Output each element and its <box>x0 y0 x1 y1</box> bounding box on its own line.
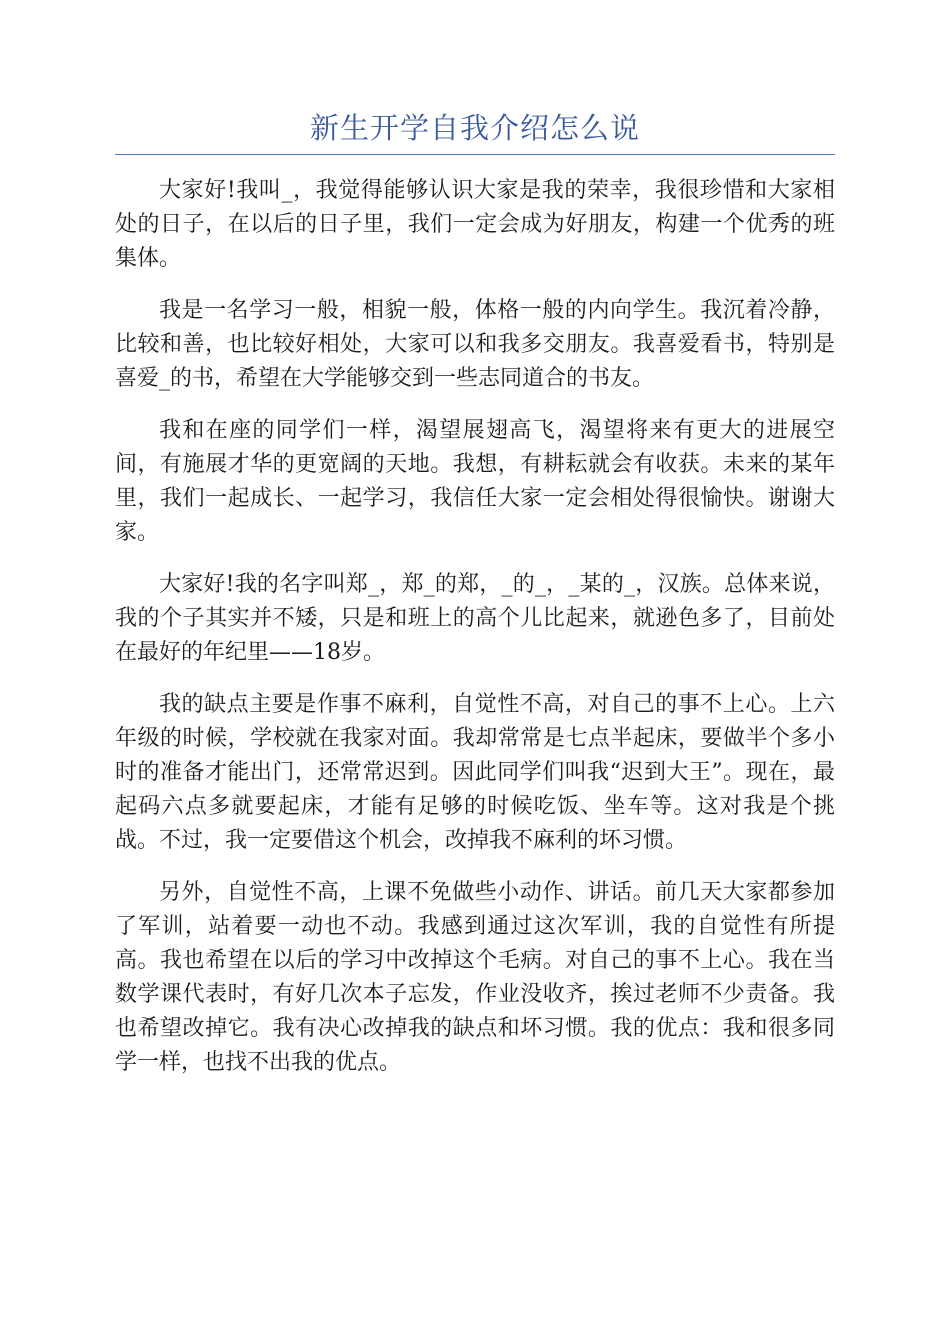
paragraph: 我和在座的同学们一样，渴望展翅高飞，渴望将来有更大的进展空间，有施展才华的更宽阔的天地。我想，有耕耘就会有收获。未来的某年里，我们一起成长、一起学习，我信任大家一定会相处得很愉快。谢谢大家。 <box>115 418 835 545</box>
paragraph: 我的缺点主要是作事不麻利，自觉性不高，对自己的事不上心。上六年级的时候，学校就在我家对面。我却常常是七点半起床，要做半个多小时的准备才能出门，还常常迟到。因此同学们叫我“迟到大王”。现在，最起码六点多就要起床，才能有足够的时候吃饭、坐车等。这对我是个挑战。不过，我一定要借这个机会，改掉我不麻利的坏习惯。 <box>115 692 835 853</box>
page-title: 新生开学自我介绍怎么说 <box>309 111 640 145</box>
title-underline <box>115 154 835 155</box>
document-body <box>115 174 835 1098</box>
paragraph: 大家好!我的名字叫郑_，郑_的郑，_的_，_某的_，汉族。总体来说，我的个子其实并不矮，只是和班上的高个儿比起来，就逊色多了，目前处在最好的年纪里——18岁。 <box>115 572 835 665</box>
paragraph: 另外，自觉性不高，上课不免做些小动作、讲话。前几天大家都参加了军训，站着要一动也不动。我感到通过这次军训，我的自觉性有所提高。我也希望在以后的学习中改掉这个毛病。对自己的事不上心。我在当数学课代表时，有好几次本子忘发，作业没收齐，挨过老师不少责备。我也希望改掉它。我有决心改掉我的缺点和坏习惯。我的优点：我和很多同学一样，也找不出我的优点。 <box>115 880 835 1075</box>
paragraph: 我是一名学习一般，相貌一般，体格一般的内向学生。我沉着冷静，比较和善，也比较好相处，大家可以和我多交朋友。我喜爱看书，特别是喜爱_的书，希望在大学能够交到一些志同道合的书友。 <box>115 298 835 391</box>
paragraph: 大家好!我叫_，我觉得能够认识大家是我的荣幸，我很珍惜和大家相处的日子，在以后的日子里，我们一定会成为好朋友，构建一个优秀的班集体。 <box>115 178 835 271</box>
